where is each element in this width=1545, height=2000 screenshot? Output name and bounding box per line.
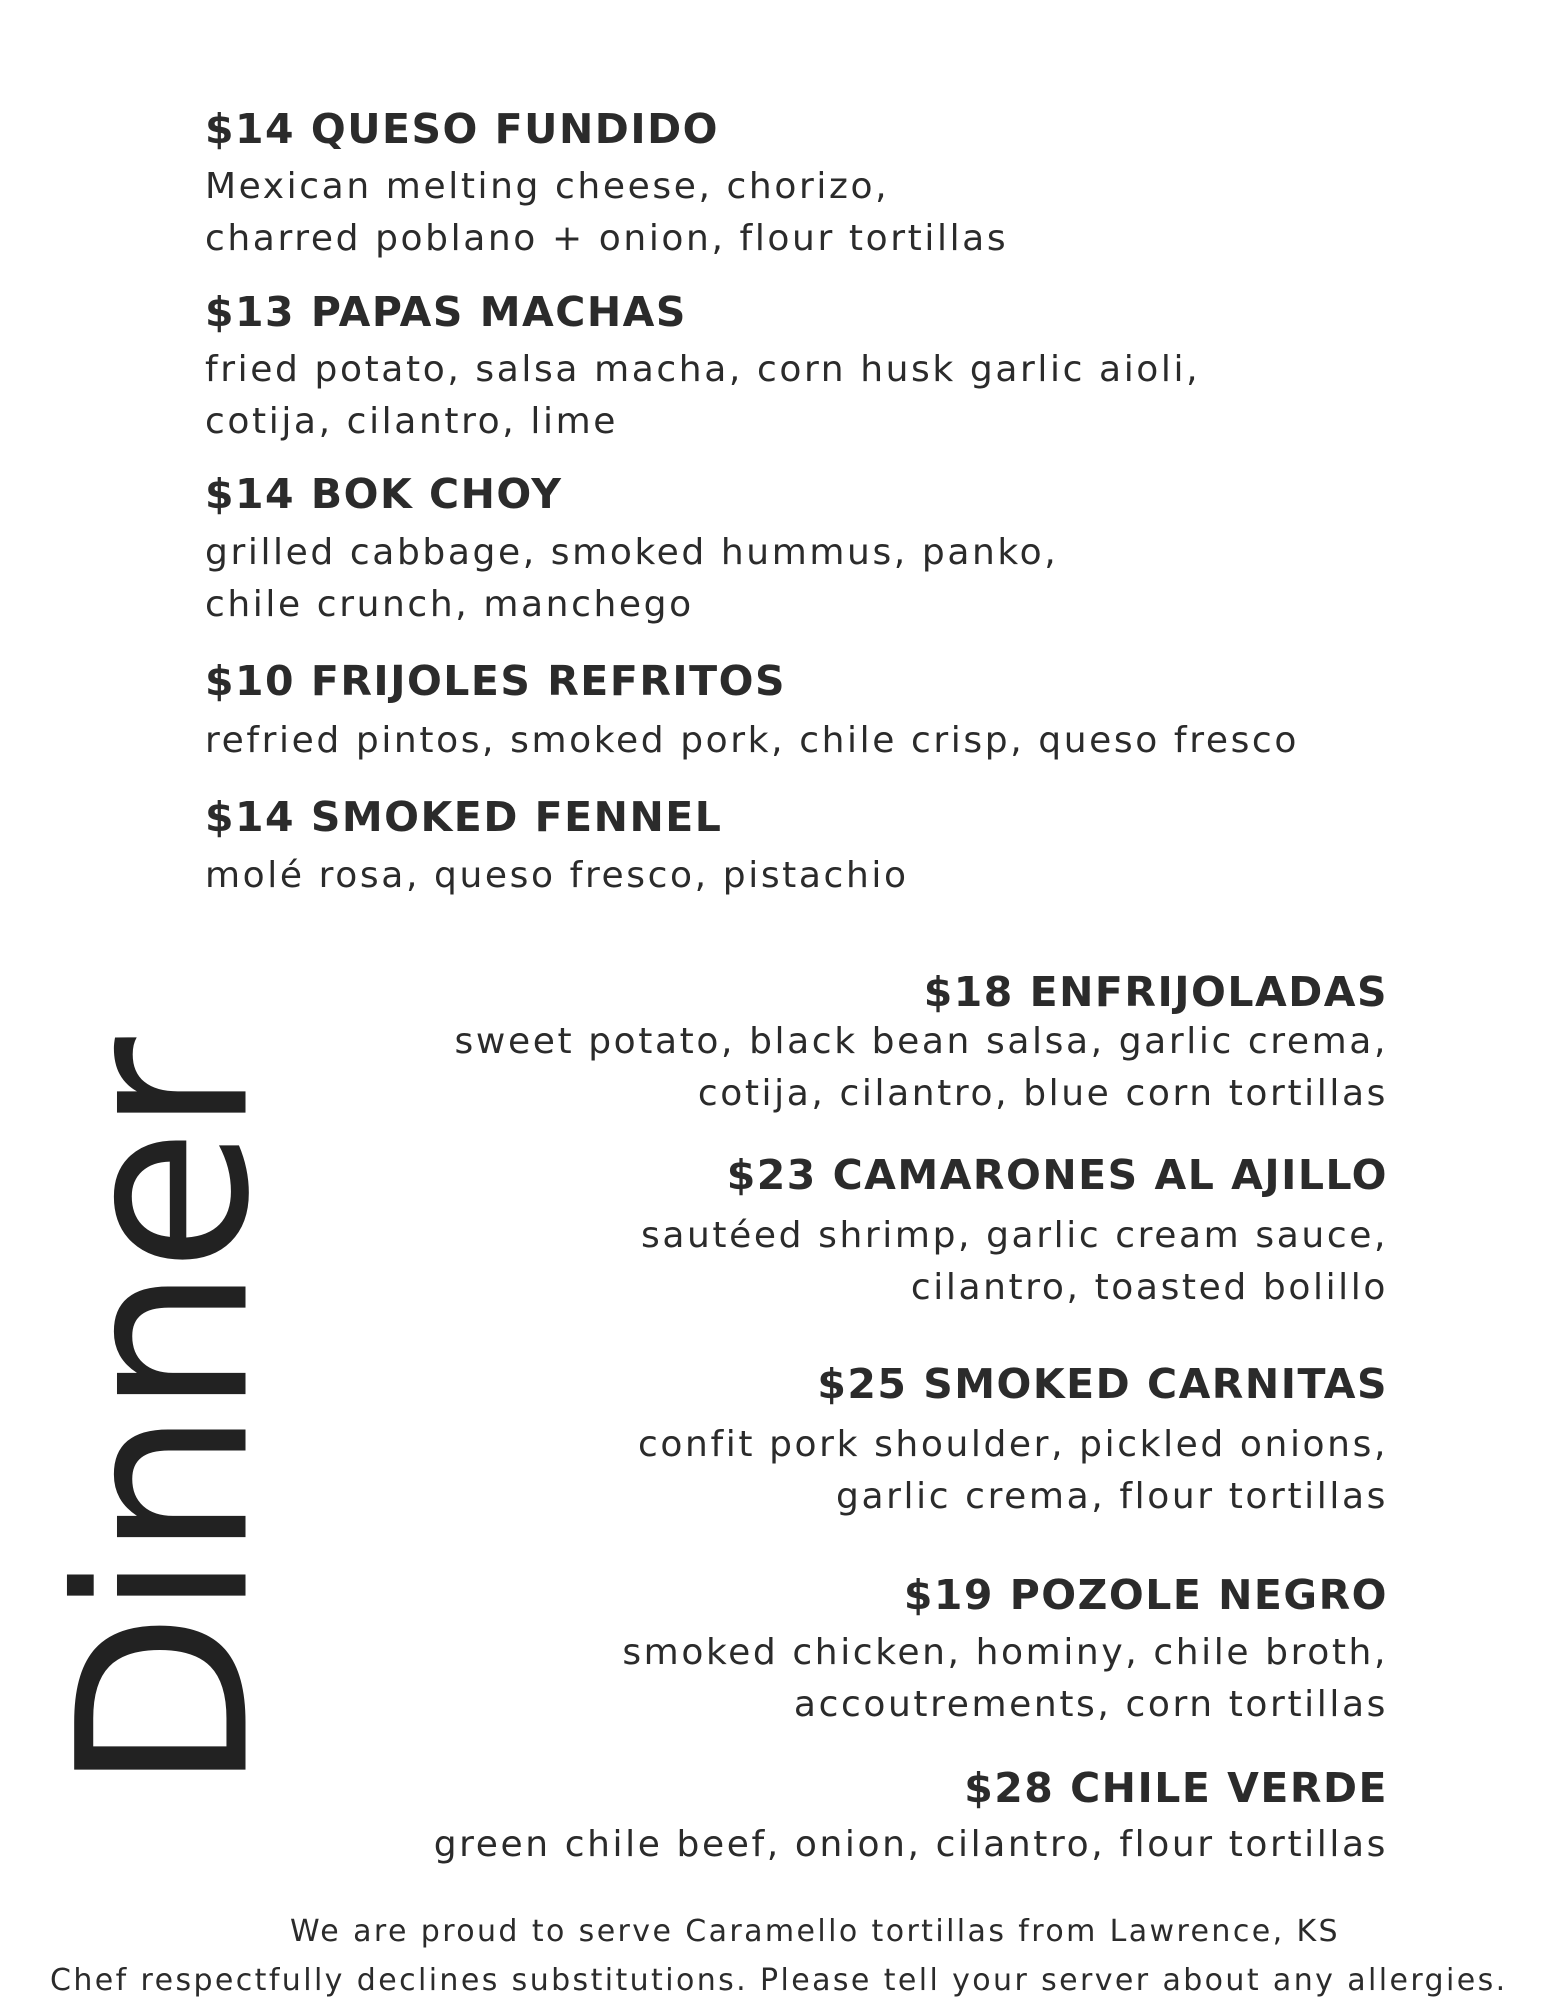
menu-item-description (205, 344, 1200, 448)
menu-item-description (205, 527, 1058, 631)
menu-item-title: $23 CAMARONES AL AJILLO (726, 1151, 1388, 1199)
description-line: refried pintos, smoked pork, chile crisp, queso fresco (205, 720, 1299, 761)
description-line: cotija, cilantro, blue corn tortillas (697, 1073, 1388, 1114)
menu-item-title: $14 QUESO FUNDIDO (205, 105, 719, 153)
menu-item-description (641, 1210, 1388, 1314)
menu-item-description (622, 1627, 1388, 1731)
menu-item-title: $13 PAPAS MACHAS (205, 288, 687, 336)
menu-item-title: $10 FRIJOLES REFRITOS (205, 657, 786, 705)
menu-item-title: $18 ENFRIJOLADAS (923, 968, 1388, 1016)
description-line: chile crunch, manchego (205, 584, 694, 625)
description-line: green chile beef, onion, cilantro, flour tortillas (433, 1824, 1388, 1865)
menu-item-title: $28 CHILE VERDE (964, 1764, 1388, 1812)
menu-item-title: $19 POZOLE NEGRO (903, 1571, 1388, 1619)
menu-item-description (205, 850, 909, 902)
menu-item-description (205, 715, 1299, 767)
description-line: fried potato, salsa macha, corn husk garlic aioli, (205, 349, 1201, 390)
menu-item-title: $14 BOK CHOY (205, 470, 563, 518)
description-line: Mexican melting cheese, chorizo, (205, 166, 890, 207)
menu-item-description (638, 1419, 1388, 1523)
description-line: confit pork shoulder, pickled onions, (638, 1424, 1388, 1465)
description-line: smoked chicken, hominy, chile broth, (622, 1632, 1388, 1673)
description-line: charred poblano + onion, flour tortillas (205, 218, 1009, 259)
substitution-policy-note: Chef respectfully declines substitutions. Please tell your server about any allergies. (50, 1963, 1508, 1998)
description-line: garlic crema, flour tortillas (836, 1476, 1388, 1517)
dinner-section-heading: Dinner (28, 1043, 302, 1793)
description-line: grilled cabbage, smoked hummus, panko, (205, 532, 1059, 573)
menu-item-title: $14 SMOKED FENNEL (205, 793, 723, 841)
description-line: accoutrements, corn tortillas (793, 1684, 1388, 1725)
description-line: cilantro, toasted bolillo (910, 1267, 1388, 1308)
description-line: molé rosa, queso fresco, pistachio (205, 855, 909, 896)
menu-item-description (455, 1016, 1388, 1120)
menu-item-description (434, 1819, 1388, 1871)
description-line: sweet potato, black bean salsa, garlic crema, (454, 1021, 1388, 1062)
menu-item-description (205, 161, 1008, 265)
tortilla-source-note: We are proud to serve Caramello tortillas from Lawrence, KS (290, 1914, 1340, 1949)
description-line: cotija, cilantro, lime (205, 401, 619, 442)
menu-item-title: $25 SMOKED CARNITAS (817, 1360, 1388, 1408)
description-line: sautéed shrimp, garlic cream sauce, (640, 1215, 1388, 1256)
